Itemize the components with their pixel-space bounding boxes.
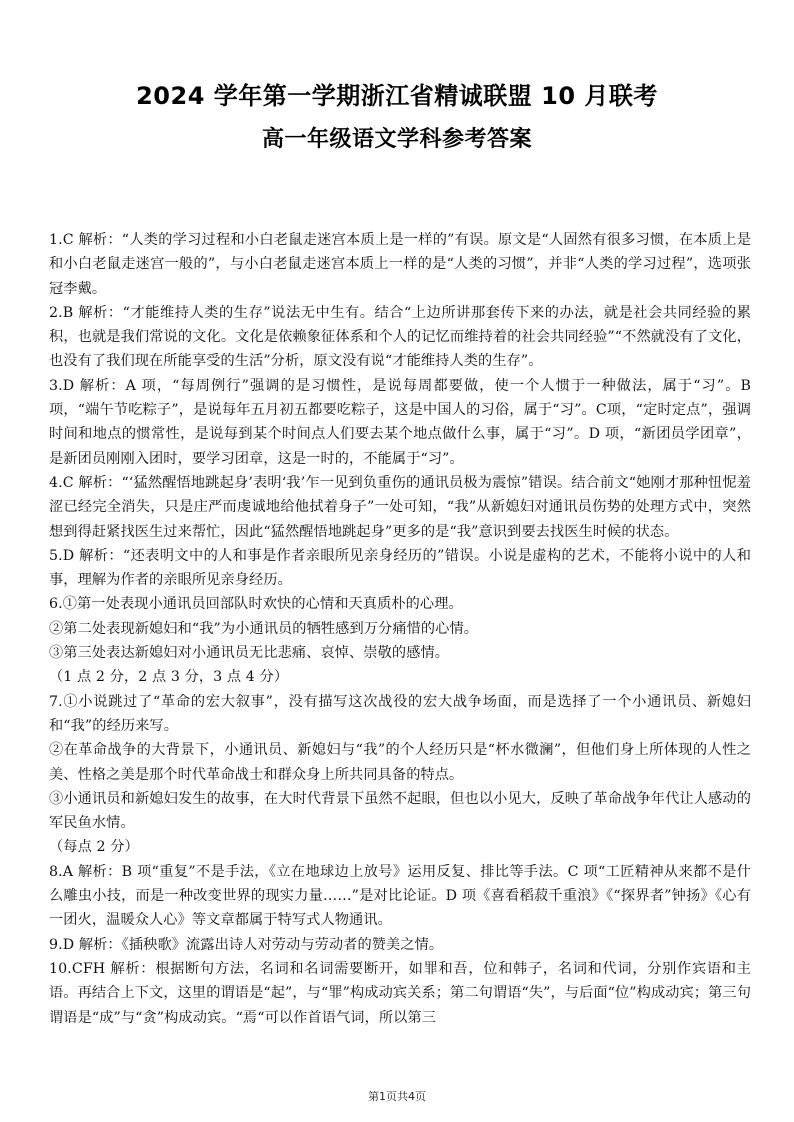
answer-item: 9.D 解析：《插秧歌》流露出诗人对劳动与劳动者的赞美之情。	[49, 936, 444, 953]
answer-item: 2.B 解析：“才能维持人类的生存”说法无中生有。结合“上边所讲那套传下来的办法，就是社会共同经验的累积，也就是我们常说的文化。文化是依赖象征体系和个人的记忆而维持着的社会共同经验”“不然就没有了文化，也没有了我们现在所能享受的生活”分析，原文没有说“才能维持人类的生存”。	[49, 304, 751, 370]
answer-item: ③小通讯员和新媳妇发生的故事，在大时代背景下虽然不起眼，但也以小见大，反映了革命战争年代让人感动的军民鱼水情。	[49, 790, 751, 832]
answer-item: 4.C 解析：“‘猛然醒悟地跳起身’表明‘我’乍一见到负重伤的通讯员极为震惊”错误。结合前文“她刚才那种忸怩羞涩已经完全消失，只是庄严而虔诚地给他拭着身子”一处可知，“我”从新媳妇对通讯员伤势的处理方式中，突然想到得赶紧找医生过来帮忙，因此“猛然醒悟地跳起身”更多的是“我”意识到要去找医生时候的状态。	[49, 474, 751, 540]
answer-item: ③第三处表达新媳妇对小通讯员无比悲痛、哀悼、崇敬的感情。	[49, 645, 450, 662]
answer-item: 6.①第一处表现小通讯员回部队时欢快的心情和天真质朴的心理。	[49, 596, 463, 613]
scoring-note: （1 点 2 分，2 点 3 分，3 点 4 分）	[49, 669, 289, 686]
answer-list	[49, 228, 751, 1030]
answer-item: 5.D 解析：“还表明文中的人和事是作者亲眼所见亲身经历的”错误。小说是虚构的艺术，不能将小说中的人和事，理解为作者的亲眼所见亲身经历。	[49, 547, 751, 589]
answer-item: 7.①小说跳过了“革命的宏大叙事”，没有描写这次战役的宏大战争场面，而是选择了一个小通讯员、新媳妇和“我”的经历来写。	[49, 693, 751, 734]
answer-item: 3.D 解析：A 项，“每周例行”强调的是习惯性，是说每周都要做，使一个人惯于一种做法，属于“习”。B项，“端午节吃粽子”，是说每年五月初五都要吃粽子，这是中国人的习俗，属于“习”。C项，“定时定点”，强调时间和地点的惯常性，是说每到某个时间点人们要去某个地点做什么事，属于“习”。D 项，“新团员学团章”，是新团员刚刚入团时，要学习团章，这是一时的，不能属于“习”。	[49, 377, 751, 467]
answer-item: 1.C 解析：“人类的学习过程和小白老鼠走迷宫本质上是一样的”有误。原文是“人固然有很多习惯，在本质上是和小白老鼠走迷宫一般的”，与小白老鼠走迷宫本质上一样的是“人类的习惯”，并非“人类的学习过程”，选项张冠李戴。	[49, 232, 751, 297]
scoring-note: （每点 2 分）	[49, 839, 139, 856]
answer-item: 10.CFH 解析：根据断句方法，名词和名词需要断开，如罪和吾，位和韩子，名词和代词，分别作宾语和主语。再结合上下文，这里的谓语是“起”，与“罪”构成动宾关系；第二句谓语“失”，与后面“位”构成动宾；第三句谓语是“成”与“贪”构成动宾。“焉“可以作首语气词，所以第三	[49, 960, 751, 1026]
page-title: 2024 学年第一学期浙江省精诚联盟 10 月联考	[136, 82, 658, 110]
answer-item: ②第二处表现新媳妇和“我”为小通讯员的牺牲感到万分痛惜的心情。	[49, 620, 479, 637]
answer-item: ②在革命战争的大背景下，小通讯员、新媳妇与“我”的个人经历只是“杯水微澜”，但他们身上所体现的人性之美、性格之美是那个时代革命战士和群众身上所共同具备的特点。	[49, 742, 751, 783]
page-subtitle: 高一年级语文学科参考答案	[261, 127, 532, 152]
answer-item: 8.A 解析：B 项“重复”不是手法，《立在地球边上放号》运用反复、排比等手法。C 项“工匠精神从来都不是什么雕虫小技，而是一种改变世界的现实力量……”是对比论证。D 项《喜看稻菽千重浪》《“探界者”钟扬》《心有一团火，温暖众人心》等文章都属于特写式人物通讯。	[49, 863, 751, 929]
page-number: 第1页共4页	[368, 1090, 426, 1103]
